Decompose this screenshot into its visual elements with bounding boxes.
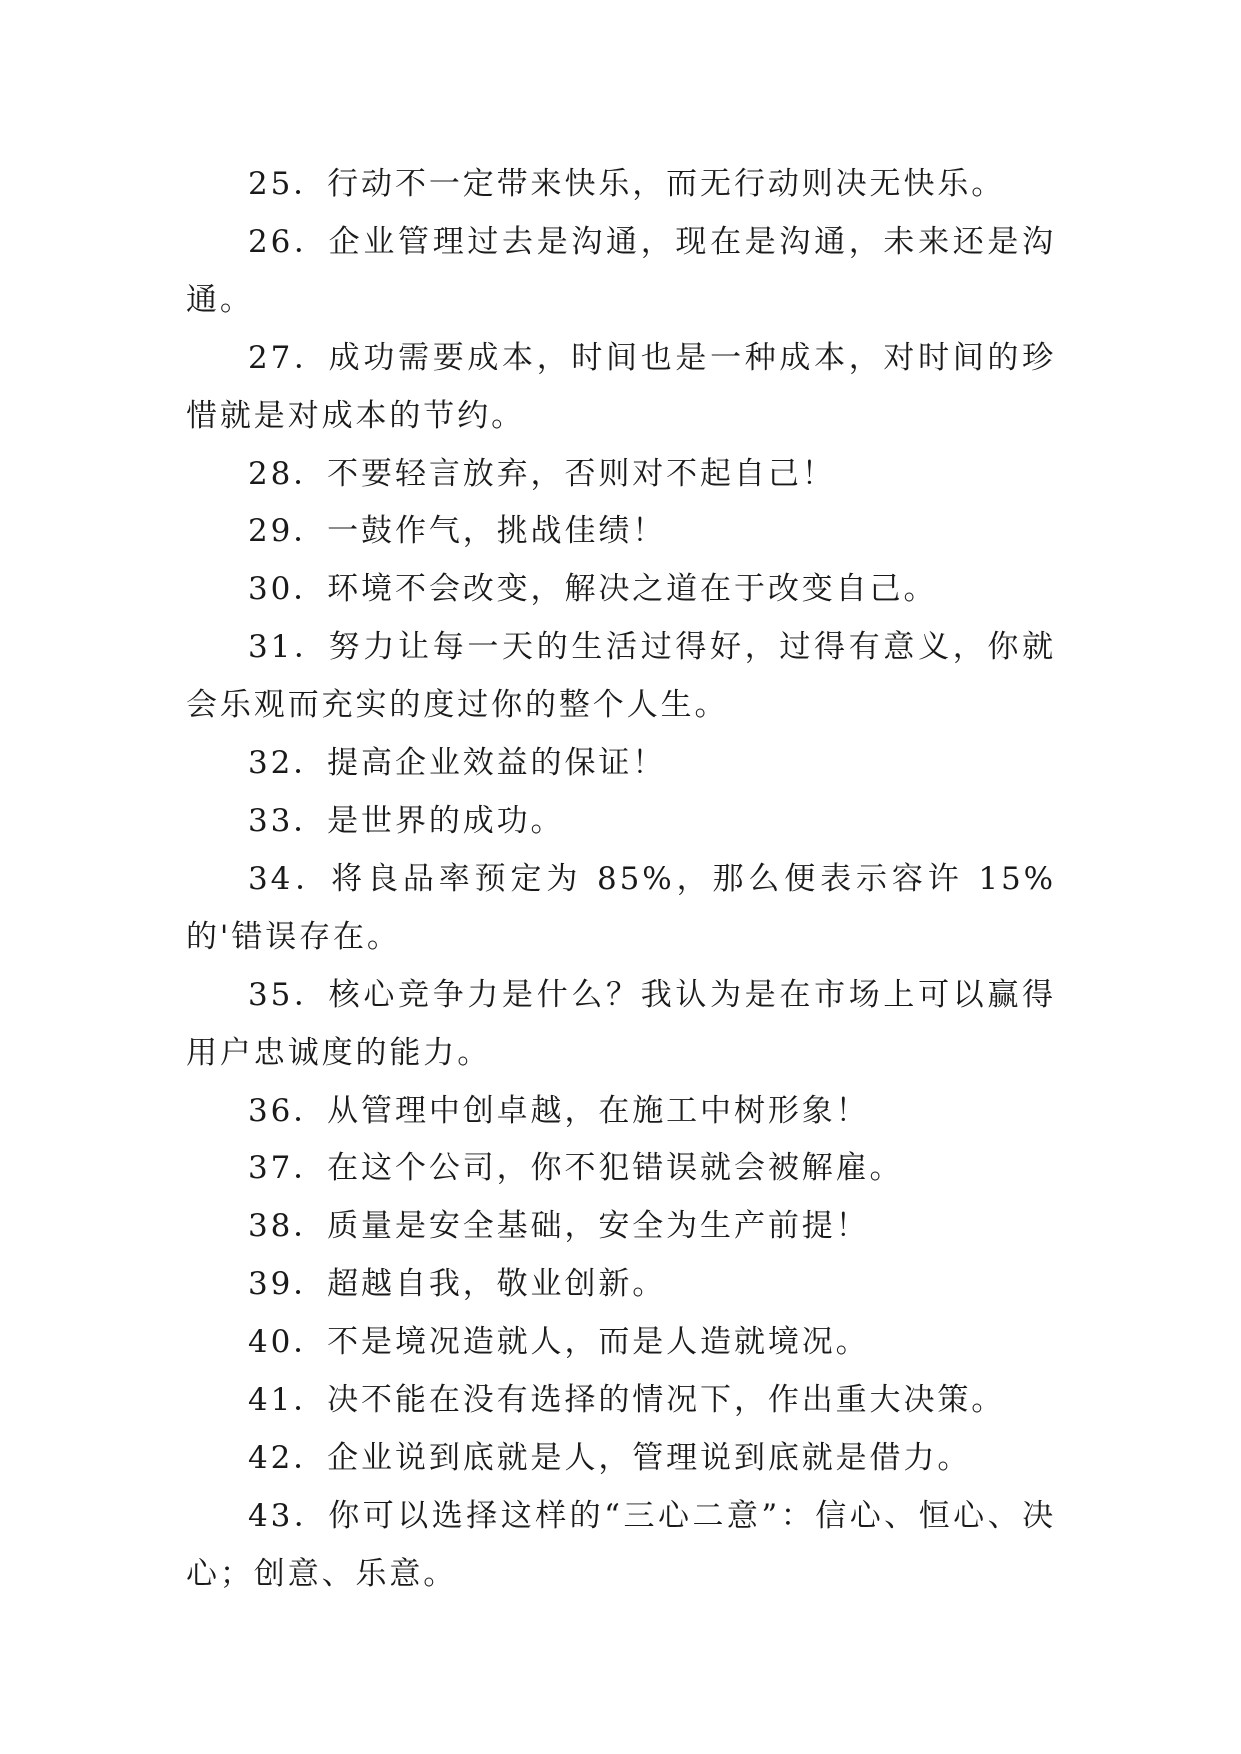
paragraph-33: 33．是世界的成功。 [248,802,565,839]
paragraph-32: 32．提高企业效益的保证！ [248,745,667,782]
document-body [186,156,1056,1604]
paragraph-30: 30．环境不会改变，解决之道在于改变自己。 [248,571,938,608]
paragraph-37: 37．在这个公司，你不犯错误就会被解雇。 [248,1150,904,1187]
paragraph-39: 39．超越自我，敬业创新。 [248,1266,667,1303]
paragraph-38: 38．质量是安全基础，安全为生产前提！ [248,1208,870,1245]
paragraph-36: 36．从管理中创卓越，在施工中树形象！ [248,1092,870,1129]
paragraph-40: 40．不是境况造就人，而是人造就境况。 [248,1324,870,1361]
paragraph-27: 27．成功需要成本，时间也是一种成本，对时间的珍惜就是对成本的节约。 [186,339,1056,434]
paragraph-31: 31．努力让每一天的生活过得好，过得有意义，你就会乐观而充实的度过你的整个人生。 [186,629,1056,724]
paragraph-41: 41．决不能在没有选择的情况下，作出重大决策。 [248,1382,1006,1419]
paragraph-42: 42．企业说到底就是人，管理说到底就是借力。 [248,1439,972,1476]
paragraph-26: 26．企业管理过去是沟通，现在是沟通，未来还是沟通。 [186,223,1056,318]
paragraph-43: 43．你可以选择这样的“三心二意”：信心、恒心、决心；创意、乐意。 [186,1497,1056,1592]
paragraph-35: 35．核心竞争力是什么？我认为是在市场上可以赢得用户忠诚度的能力。 [186,976,1056,1071]
paragraph-28: 28．不要轻言放弃，否则对不起自己！ [248,455,836,492]
paragraph-29: 29．一鼓作气，挑战佳绩！ [248,513,667,550]
paragraph-34: 34．将良品率预定为 85%，那么便表示容许 15%的'错误存在。 [186,860,1056,955]
paragraph-25: 25．行动不一定带来快乐，而无行动则决无快乐。 [248,166,1006,202]
